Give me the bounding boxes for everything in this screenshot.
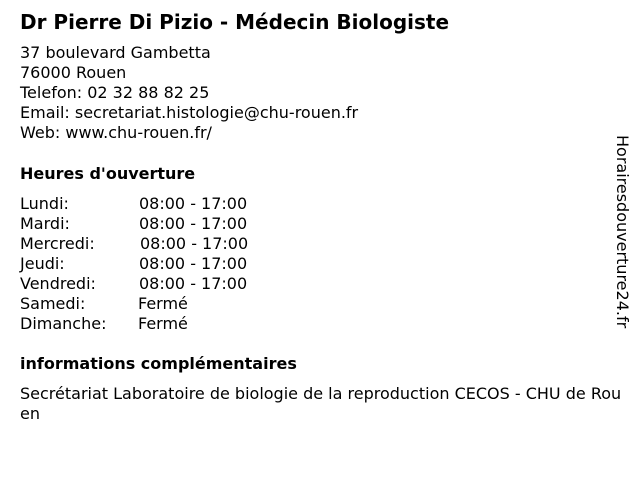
email-line: Email: secretariat.histologie@chu-rouen.fr (20, 103, 359, 122)
hours-row-tuesday (20, 214, 320, 234)
address-street: 37 boulevard Gambetta (20, 43, 211, 62)
hours-row-sunday (20, 314, 320, 334)
hours-row-monday (20, 194, 320, 214)
day-label: Dimanche: (20, 314, 107, 333)
address-city: 76000 Rouen (20, 63, 127, 82)
additional-info-heading: informations complémentaires (20, 354, 297, 373)
time-value: 08:00 - 17:00 (139, 214, 248, 233)
opening-hours-table (20, 194, 320, 334)
phone-line: Telefon: 02 32 88 82 25 (20, 83, 210, 102)
day-label: Samedi: (20, 294, 86, 313)
day-label: Lundi: (20, 194, 69, 213)
day-label: Vendredi: (20, 274, 96, 293)
day-label: Mercredi: (20, 234, 95, 253)
hours-row-wednesday (20, 234, 320, 254)
time-value: 08:00 - 17:00 (139, 254, 248, 273)
day-label: Mardi: (20, 214, 70, 233)
additional-info-text: Secrétariat Laboratoire de biologie de la reproduction CECOS - CHU de Rouen (20, 384, 622, 423)
hours-row-saturday (20, 294, 320, 314)
time-value: 08:00 - 17:00 (140, 234, 249, 253)
site-watermark: Horairesdouverture24.fr (613, 135, 632, 329)
contact-block (20, 43, 358, 143)
hours-row-friday (20, 274, 320, 294)
hours-row-thursday (20, 254, 320, 274)
time-value: 08:00 - 17:00 (139, 194, 248, 213)
day-label: Jeudi: (20, 254, 65, 273)
time-value: Fermé (138, 294, 188, 313)
opening-hours-heading: Heures d'ouverture (20, 164, 196, 183)
web-line: Web: www.chu-rouen.fr/ (20, 123, 212, 142)
time-value: 08:00 - 17:00 (139, 274, 248, 293)
page-title: Dr Pierre Di Pizio - Médecin Biologiste (20, 10, 450, 34)
time-value: Fermé (138, 314, 188, 333)
